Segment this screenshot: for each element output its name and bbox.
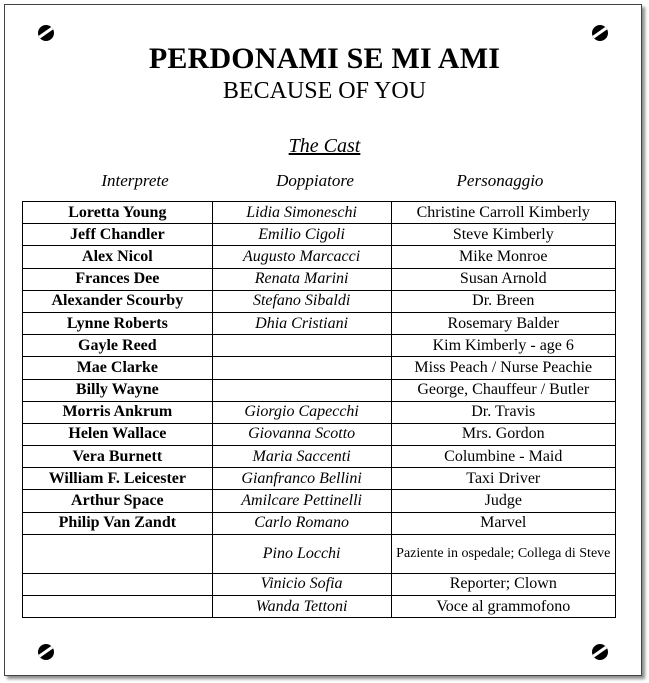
dubber-cell: Stefano Sibaldi (212, 290, 391, 312)
dubber-cell: Wanda Tettoni (212, 596, 391, 618)
role-cell: Kim Kimberly - age 6 (391, 335, 615, 357)
role-cell: Taxi Driver (391, 468, 615, 490)
screw-icon (592, 644, 608, 660)
dubber-cell: Giorgio Capecchi (212, 401, 391, 423)
actor-cell: Frances Dee (23, 268, 213, 290)
actor-cell: Jeff Chandler (23, 224, 213, 246)
dubber-cell: Gianfranco Bellini (212, 468, 391, 490)
actor-cell: Alexander Scourby (23, 290, 213, 312)
role-cell: Christine Carroll Kimberly (391, 202, 615, 224)
table-row (23, 246, 616, 268)
dubber-cell (212, 379, 391, 401)
role-cell: Marvel (391, 512, 615, 534)
dubber-cell: Lidia Simoneschi (212, 202, 391, 224)
column-header-personaggio: Personaggio (456, 171, 544, 190)
table-row (23, 312, 616, 334)
table-row (23, 224, 616, 246)
page-title: PERDONAMI SE MI AMI (148, 42, 501, 75)
table-row (23, 290, 616, 312)
dubber-cell: Pino Locchi (212, 534, 391, 573)
table-row (23, 573, 616, 595)
table-row (23, 379, 616, 401)
page-subtitle: BECAUSE OF YOU (222, 78, 427, 104)
screw-icon (38, 644, 54, 660)
role-cell: Judge (391, 490, 615, 512)
table-row (23, 335, 616, 357)
role-cell: Paziente in ospedale; Collega di Steve (391, 534, 615, 573)
role-cell: Reporter; Clown (391, 573, 615, 595)
actor-cell: Arthur Space (23, 490, 213, 512)
dubber-cell: Augusto Marcacci (212, 246, 391, 268)
cast-heading-text: The Cast (288, 135, 361, 157)
table-row (23, 401, 616, 423)
role-cell: Steve Kimberly (391, 224, 615, 246)
actor-cell (23, 573, 213, 595)
actor-cell: Philip Van Zandt (23, 512, 213, 534)
actor-cell: Alex Nicol (23, 246, 213, 268)
column-header-interprete: Interprete (101, 171, 169, 190)
role-cell: Miss Peach / Nurse Peachie (391, 357, 615, 379)
dubber-cell: Maria Saccenti (212, 446, 391, 468)
table-row (23, 490, 616, 512)
dubber-cell: Giovanna Scotto (212, 423, 391, 445)
dubber-cell: Dhia Cristiani (212, 312, 391, 334)
table-row (23, 423, 616, 445)
role-cell: Susan Arnold (391, 268, 615, 290)
dubber-cell (212, 357, 391, 379)
table-row (23, 596, 616, 618)
table-row (23, 512, 616, 534)
role-cell: Columbine - Maid (391, 446, 615, 468)
screw-icon (38, 25, 54, 41)
actor-cell: Loretta Young (23, 202, 213, 224)
role-cell: Mrs. Gordon (391, 423, 615, 445)
screw-icon (592, 25, 608, 41)
dubber-cell (212, 335, 391, 357)
table-row (23, 268, 616, 290)
actor-cell: Lynne Roberts (23, 312, 213, 334)
dubber-cell: Amilcare Pettinelli (212, 490, 391, 512)
column-header-doppiatore: Doppiatore (276, 171, 354, 190)
actor-cell: Helen Wallace (23, 423, 213, 445)
dubber-cell: Carlo Romano (212, 512, 391, 534)
role-cell: Voce al grammofono (391, 596, 615, 618)
actor-cell: Morris Ankrum (23, 401, 213, 423)
table-row (23, 468, 616, 490)
table-row (23, 202, 616, 224)
actor-cell: Billy Wayne (23, 379, 213, 401)
table-row (23, 357, 616, 379)
role-cell: George, Chauffeur / Butler (391, 379, 615, 401)
actor-cell: William F. Leicester (23, 468, 213, 490)
role-cell: Rosemary Balder (391, 312, 615, 334)
role-cell: Dr. Breen (391, 290, 615, 312)
table-row (23, 446, 616, 468)
cast-table (22, 201, 616, 618)
table-row (23, 534, 616, 573)
actor-cell (23, 596, 213, 618)
actor-cell: Vera Burnett (23, 446, 213, 468)
role-cell: Mike Monroe (391, 246, 615, 268)
role-cell: Dr. Travis (391, 401, 615, 423)
actor-cell (23, 534, 213, 573)
dubber-cell: Vinicio Sofia (212, 573, 391, 595)
dubber-cell: Emilio Cigoli (212, 224, 391, 246)
actor-cell: Gayle Reed (23, 335, 213, 357)
actor-cell: Mae Clarke (23, 357, 213, 379)
dubber-cell: Renata Marini (212, 268, 391, 290)
cast-heading (0, 135, 649, 158)
